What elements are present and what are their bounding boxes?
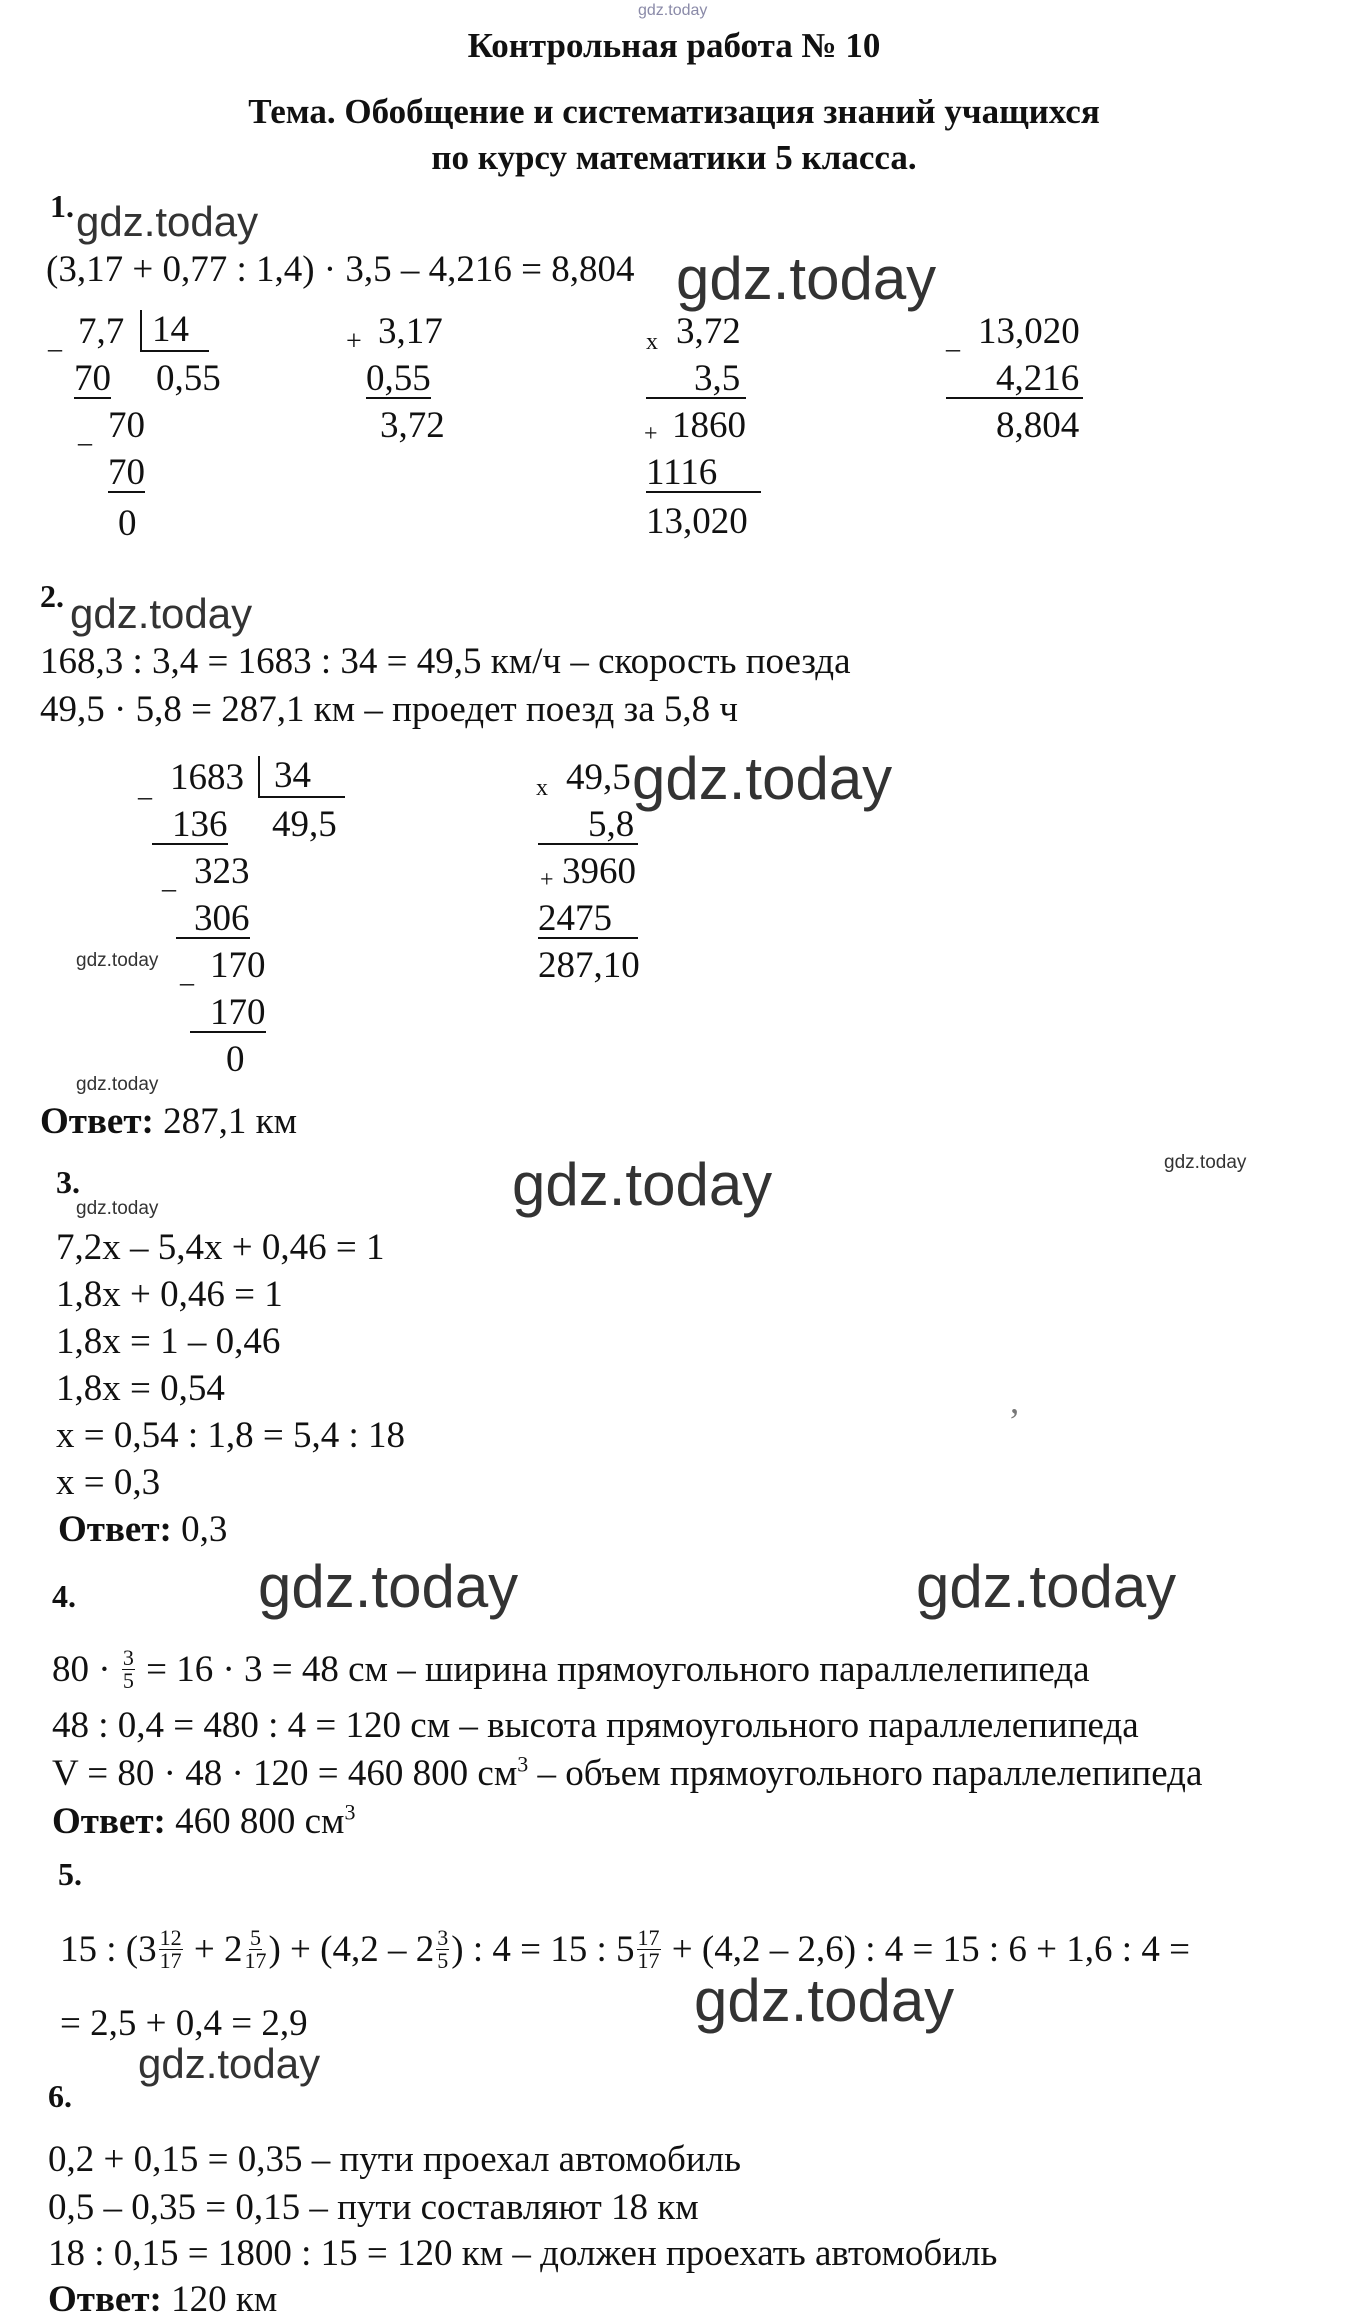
watermark: gdz.today bbox=[676, 245, 937, 312]
task5-number: 5. bbox=[58, 1856, 82, 1892]
task6-line: 0,2 + 0,15 = 0,35 – пути проехал автомобиль bbox=[48, 2139, 741, 2180]
watermark: gdz.today bbox=[70, 590, 253, 637]
fraction: $\frac{17}{17}$ bbox=[637, 1925, 660, 1974]
watermark: gdz.today bbox=[76, 1074, 159, 1095]
topic-line-1: Тема. Обобщение и систематизация знаний учащихся bbox=[248, 92, 1100, 131]
task5-line1: 15 : (3 $\frac{12}{17}$ + 2 $\frac{5}{17}$ ) + (4,2 – 2 $\frac{3}{5}$ ) : 4 = 15 : 5 $\frac{17}{17}$ + (4,2 – 2,6) : 4 = 15 : 6 + 1,6 : 4 = bbox=[60, 1925, 1190, 1974]
fraction: $\frac{5}{17}$ bbox=[244, 1925, 267, 1974]
task5-line2: = 2,5 + 0,4 = 2,9 bbox=[60, 2003, 308, 2044]
watermark: gdz.today bbox=[694, 1967, 955, 2034]
fraction: $\frac{3}{5}$ bbox=[122, 1645, 134, 1694]
task1-div-r4: 0 bbox=[118, 503, 137, 544]
task1-div-quotient: 0,55 bbox=[156, 358, 221, 399]
task2-answer-value: 287,1 км bbox=[163, 1101, 297, 1142]
task4-line3: V = 80 · 48 · 120 = 460 800 $см^3$ – объем прямоугольного параллелепипеда bbox=[52, 1751, 1203, 1794]
task1-div-dividend: 7,7 bbox=[78, 311, 125, 352]
task1-mul-result: 13,020 bbox=[646, 501, 748, 542]
task1-mul-a: 3,72 bbox=[676, 311, 741, 352]
task2-div-op3: _ bbox=[180, 958, 194, 989]
task1-div-op2: _ bbox=[78, 418, 92, 449]
task1-div-op: _ bbox=[48, 324, 62, 355]
page-title: Контрольная работа № 10 bbox=[467, 26, 881, 65]
task1-div-r1: 70 bbox=[74, 358, 111, 399]
watermark: gdz.today bbox=[76, 198, 259, 245]
task1-sub-b: 4,216 bbox=[946, 361, 1083, 399]
task2-div-r5: 170 bbox=[190, 995, 266, 1033]
task4-answer: Ответ: 460 800 $см^3$ bbox=[52, 1799, 356, 1842]
task2-div-r4: 170 bbox=[210, 945, 266, 986]
watermark: gdz.today bbox=[916, 1553, 1177, 1620]
task1-div-r2: 70 bbox=[108, 405, 145, 446]
task1-sub-op: _ bbox=[946, 324, 960, 355]
task2-div-op2: _ bbox=[162, 864, 176, 895]
task2-answer bbox=[40, 1100, 297, 1144]
task4-line2: 48 : 0,4 = 480 : 4 = 120 см – высота прямоугольного параллелепипеда bbox=[52, 1705, 1139, 1746]
task1-mul-p1: 1860 bbox=[672, 405, 746, 446]
task1-add-b: 0,55 bbox=[366, 358, 431, 399]
task3-line: 7,2x – 5,4x + 0,46 = 1 bbox=[56, 1227, 385, 1268]
task2-mul-b: 5,8 bbox=[538, 807, 638, 845]
task1-mul-p2: 1116 bbox=[646, 455, 761, 493]
task2-div-r6: 0 bbox=[226, 1039, 245, 1080]
task1-mul-plus: + bbox=[644, 421, 658, 447]
task1-sub-a: 13,020 bbox=[978, 311, 1080, 352]
task6-number: 6. bbox=[48, 2078, 72, 2114]
task2-mul-result: 287,10 bbox=[538, 945, 640, 986]
watermark: gdz.today bbox=[632, 745, 893, 812]
task2-mul-p2: 2475 bbox=[538, 901, 638, 939]
task2-mul-plus: + bbox=[540, 867, 554, 893]
task6-answer-value: 120 км bbox=[171, 2279, 278, 2320]
task3-answer-value: 0,3 bbox=[181, 1509, 228, 1550]
fraction: $\frac{12}{17}$ bbox=[159, 1925, 182, 1974]
watermark: gdz.today bbox=[76, 950, 159, 971]
task1-expression: (3,17 + 0,77 : 1,4) · 3,5 – 4,216 = 8,804 bbox=[46, 249, 635, 290]
task3-line: x = 0,3 bbox=[56, 1462, 161, 1503]
task2-mul-op: x bbox=[536, 775, 548, 801]
answer-label: Ответ: bbox=[52, 1801, 166, 1842]
task1-add-a: 3,17 bbox=[378, 311, 443, 352]
task4-number: 4. bbox=[52, 1578, 76, 1614]
task3-number: 3. bbox=[56, 1164, 80, 1200]
task3-line: 1,8x + 0,46 = 1 bbox=[56, 1274, 283, 1315]
task2-mul-p1: 3960 bbox=[562, 851, 636, 892]
task3-line: x = 0,54 : 1,8 = 5,4 : 18 bbox=[56, 1415, 406, 1456]
task2-mul-a: 49,5 bbox=[566, 757, 631, 798]
task6-answer bbox=[48, 2278, 277, 2322]
task2-div-r2: 323 bbox=[194, 851, 250, 892]
task3-line: 1,8x = 1 – 0,46 bbox=[56, 1321, 281, 1362]
answer-label: Ответ: bbox=[40, 1101, 154, 1142]
task1-mul-b: 3,5 bbox=[646, 361, 746, 399]
watermark: gdz.today bbox=[76, 1198, 159, 1219]
task3-line: 1,8x = 0,54 bbox=[56, 1368, 225, 1409]
task1-add-op: + bbox=[346, 326, 362, 357]
watermark-top: gdz.today bbox=[638, 2, 708, 19]
task1-sub-result: 8,804 bbox=[996, 405, 1080, 446]
watermark: gdz.today bbox=[138, 2040, 321, 2087]
task6-line: 18 : 0,15 = 1800 : 15 = 120 км – должен проехать автомобиль bbox=[48, 2233, 998, 2274]
task2-div-op: _ bbox=[138, 772, 152, 803]
task2-div-dividend: 1683 bbox=[170, 757, 244, 798]
task6-line: 0,5 – 0,35 = 0,15 – пути составляют 18 км bbox=[48, 2187, 699, 2228]
task3-answer bbox=[58, 1508, 227, 1552]
answer-label: Ответ: bbox=[58, 1509, 172, 1550]
watermark: gdz.today bbox=[258, 1553, 519, 1620]
answer-label: Ответ: bbox=[48, 2279, 162, 2320]
watermark: gdz.today bbox=[512, 1151, 773, 1218]
task4-answer-value: 460 800 см bbox=[175, 1801, 345, 1842]
task1-div-r3: 70 bbox=[108, 452, 145, 493]
watermark: gdz.today bbox=[1164, 1152, 1247, 1173]
task4-line1: 80 · $\frac{3}{5}$ = 16 · 3 = 48 см – ширина прямоугольного параллелепипеда bbox=[52, 1645, 1090, 1694]
topic-line-2: по курсу математики 5 класса. bbox=[431, 138, 917, 177]
task1-add-result: 3,72 bbox=[380, 405, 445, 446]
task2-div-r3: 306 bbox=[176, 901, 250, 939]
fraction: $\frac{3}{5}$ bbox=[437, 1925, 449, 1974]
task2-div-quotient: 49,5 bbox=[272, 804, 337, 845]
task1-number: 1. bbox=[50, 188, 74, 224]
task2-div-divisor: 34 bbox=[258, 756, 345, 798]
stray-mark: , bbox=[1010, 1381, 1020, 1422]
task1-div-divisor: 14 bbox=[140, 310, 209, 352]
task2-number: 2. bbox=[40, 578, 64, 614]
task2-line2: 49,5 · 5,8 = 287,1 км – проедет поезд за 5,8 ч bbox=[40, 689, 738, 730]
task1-mul-op: x bbox=[646, 329, 658, 355]
task2-div-r1: 136 bbox=[152, 807, 228, 845]
task2-line1: 168,3 : 3,4 = 1683 : 34 = 49,5 км/ч – скорость поезда bbox=[40, 641, 851, 682]
